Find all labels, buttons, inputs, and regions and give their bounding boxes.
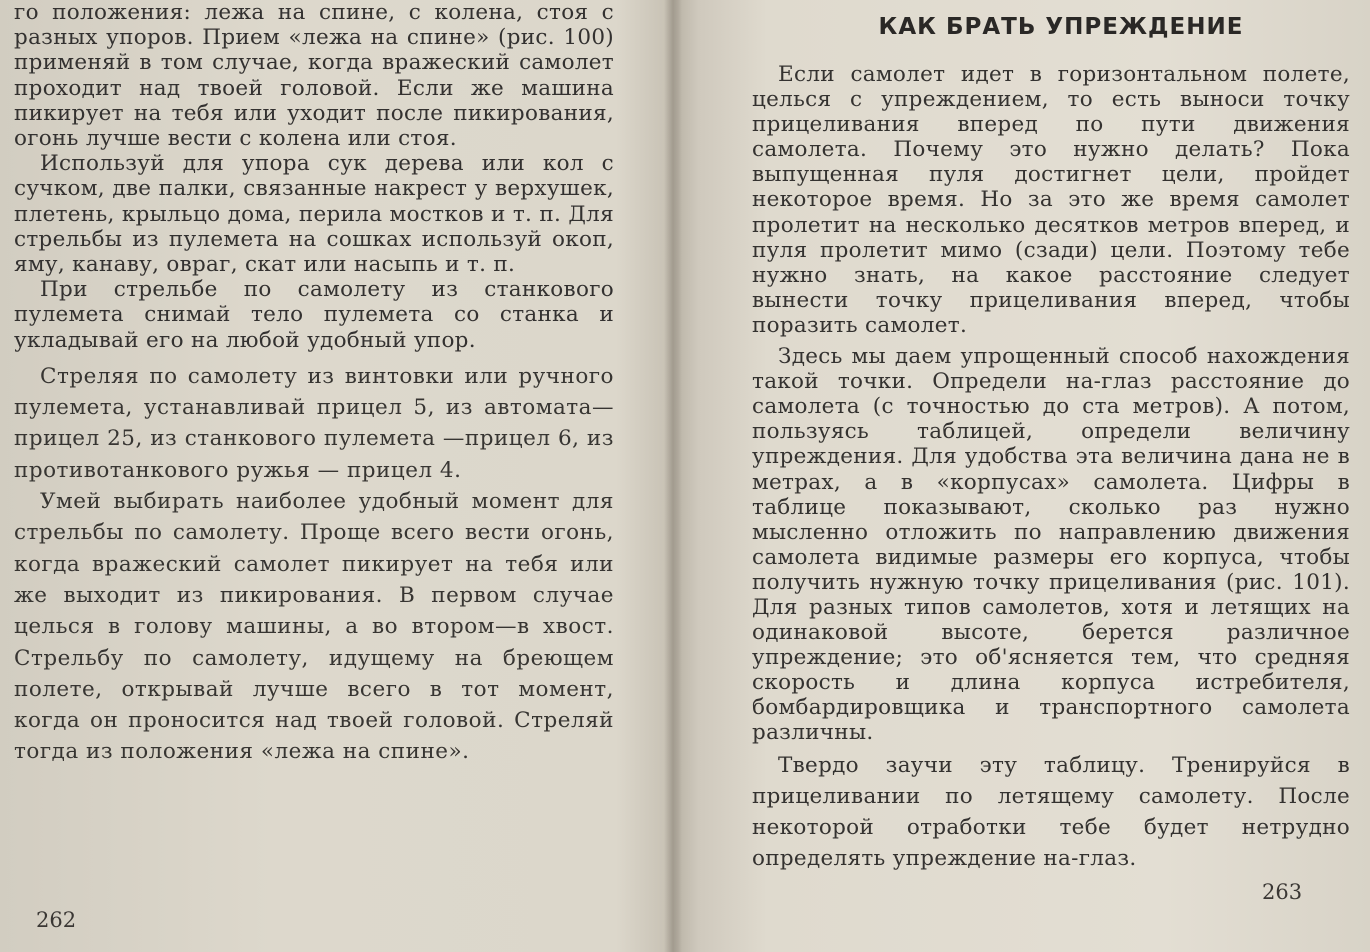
page-number: 263: [1262, 880, 1303, 904]
paragraph: го положения: лежа на спине, с колена, стоя с разных упоров. Прием «лежа на спине» (рис. 100) применяй в том случае, когда вражеский самолет проходит над твоей головой. Если же машина пикирует на тебя или уходит после пикирования, огонь лучше вести с колена или стоя.: [14, 0, 614, 152]
paragraph: Твердо заучи эту таблицу. Тренируйся в прицеливании по летящему самолету. После некоторой отработки тебе будет нетрудно определять упреждение на-глаз.: [752, 752, 1350, 871]
right-text: [752, 62, 1350, 874]
left-top-text: [14, 0, 614, 353]
right-page: [752, 0, 1350, 952]
left-page: [14, 0, 614, 952]
paragraph: Если самолет идет в горизонтальном полете, целься с упреждением, то есть выноси точку прицеливания вперед по пути движения самолета. Почему это нужно делать? Пока выпущенная пуля достигнет цели, пройдет некоторое время. Но за это же время самолет пролетит на несколько десятков метров вперед, и пуля пролетит мимо (сзади) цели. Поэтому тебе нужно знать, на какое расстояние следует вынести точку прицеливания вперед, чтобы поразить самолет.: [752, 62, 1350, 338]
paragraph: Умей выбирать наиболее удобный момент для стрельбы по самолету. Проще всего вести огонь, когда вражеский самолет пикирует на тебя или же выходит из пикирования. В первом случае целься в голову машины, а во втором—в хвост. Стрельбу по самолету, идущему на бреющем полете, открывай лучше всего в тот момент, когда он проносится над твоей головой. Стреляй тогда из положения «лежа на спине».: [14, 489, 614, 765]
book-gutter: [664, 0, 682, 952]
paragraph: Используй для упора сук дерева или кол с сучком, две палки, связанные накрест у верхушек, плетень, крыльцо дома, перила мостков и т. п. Для стрельбы из пулемета на сошках используй окоп, яму, канаву, овраг, скат или насыпь и т. п.: [14, 151, 614, 278]
paragraph: При стрельбе по самолету из станкового пулемета снимай тело пулемета со станка и укладывай его на любой удобный упор.: [14, 277, 614, 353]
paragraph: Стреляя по самолету из винтовки или ручного пулемета, устанавливай прицел 5, из автомата—прицел 25, из станкового пулемета —прицел 6, из противотанкового ружья — прицел 4.: [14, 363, 614, 483]
left-bottom-text: [14, 361, 614, 768]
page-number: 262: [36, 908, 77, 932]
section-heading: КАК БРАТЬ УПРЕЖДЕНИЕ: [878, 14, 1244, 40]
paragraph: Здесь мы даем упрощенный способ нахождения такой точки. Определи на-глаз расстояние до самолета (с точностью до ста метров). А потом, пользуясь таблицей, определи величину упреждения. Для удобства эта величина дана не в метрах, а в «корпусах» самолета. Цифры в таблице показывают, сколько раз нужно мысленно отложить по направлению движения самолета видимые размеры его корпуса, чтобы получить нужную точку прицеливания (рис. 101). Для разных типов самолетов, хотя и летящих на одинаковой высоте, берется различное упреждение; это об'ясняется тем, что средняя скорость и длина корпуса истребителя, бомбардировщика и транспортного самолета различны.: [752, 344, 1350, 746]
